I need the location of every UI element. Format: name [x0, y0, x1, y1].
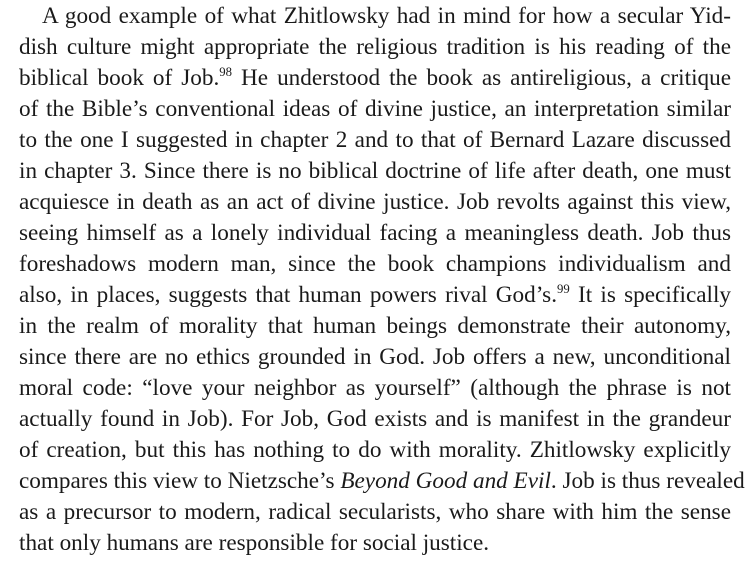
text-line: to the one I suggested in chapter 2 and to that of Bernard Lazare discussed: [19, 127, 731, 153]
text-run: He understood the book as antireligious, a critique: [232, 65, 731, 91]
text-line: moral code: “love your neighbor as yourself” (although the phrase is not: [19, 375, 731, 401]
text-line: of creation, but this has nothing to do with morality. Zhitlowsky explicitly: [19, 437, 731, 463]
text-run: . Job is thus revealed: [550, 468, 745, 494]
text-run: It is specifically: [569, 282, 732, 308]
footnote-marker[interactable]: 99: [557, 282, 570, 297]
text-line: seeing himself as a lonely individual facing a meaningless death. Job thus: [19, 220, 731, 246]
book-title: Beyond Good and Evil: [340, 468, 551, 494]
text-run: compares this view to Nietzsche’s: [19, 468, 341, 494]
text-line: acquiesce in death as an act of divine justice. Job revolts against this view,: [19, 189, 731, 215]
text-line: of the Bible’s conventional ideas of divine justice, an interpretation similar: [19, 96, 731, 122]
text-line: in the realm of morality that human beings demonstrate their autonomy,: [19, 313, 731, 339]
text-line: [19, 465, 745, 497]
text-line: in chapter 3. Since there is no biblical doctrine of life after death, one must: [19, 158, 731, 184]
text-line: foreshadows modern man, since the book champions individualism and: [19, 251, 731, 277]
text-line: [19, 62, 731, 94]
text-line: as a precursor to modern, radical secularists, who share with him the sense: [19, 499, 731, 525]
text-line: A good example of what Zhitlowsky had in mind for how a secular Yid-: [42, 3, 731, 29]
footnote-marker[interactable]: 98: [219, 65, 233, 80]
text-line: since there are no ethics grounded in God. Job offers a new, unconditional: [19, 344, 731, 370]
text-line: dish culture might appropriate the religious tradition is his reading of the: [19, 34, 731, 60]
text-line: actually found in Job). For Job, God exists and is manifest in the grandeur: [19, 406, 731, 432]
text-run: biblical book of Job.: [19, 65, 220, 91]
text-run: also, in places, suggests that human powers rival God’s.: [19, 282, 558, 308]
text-line: [19, 279, 731, 311]
text-line: that only humans are responsible for social justice.: [19, 530, 490, 556]
